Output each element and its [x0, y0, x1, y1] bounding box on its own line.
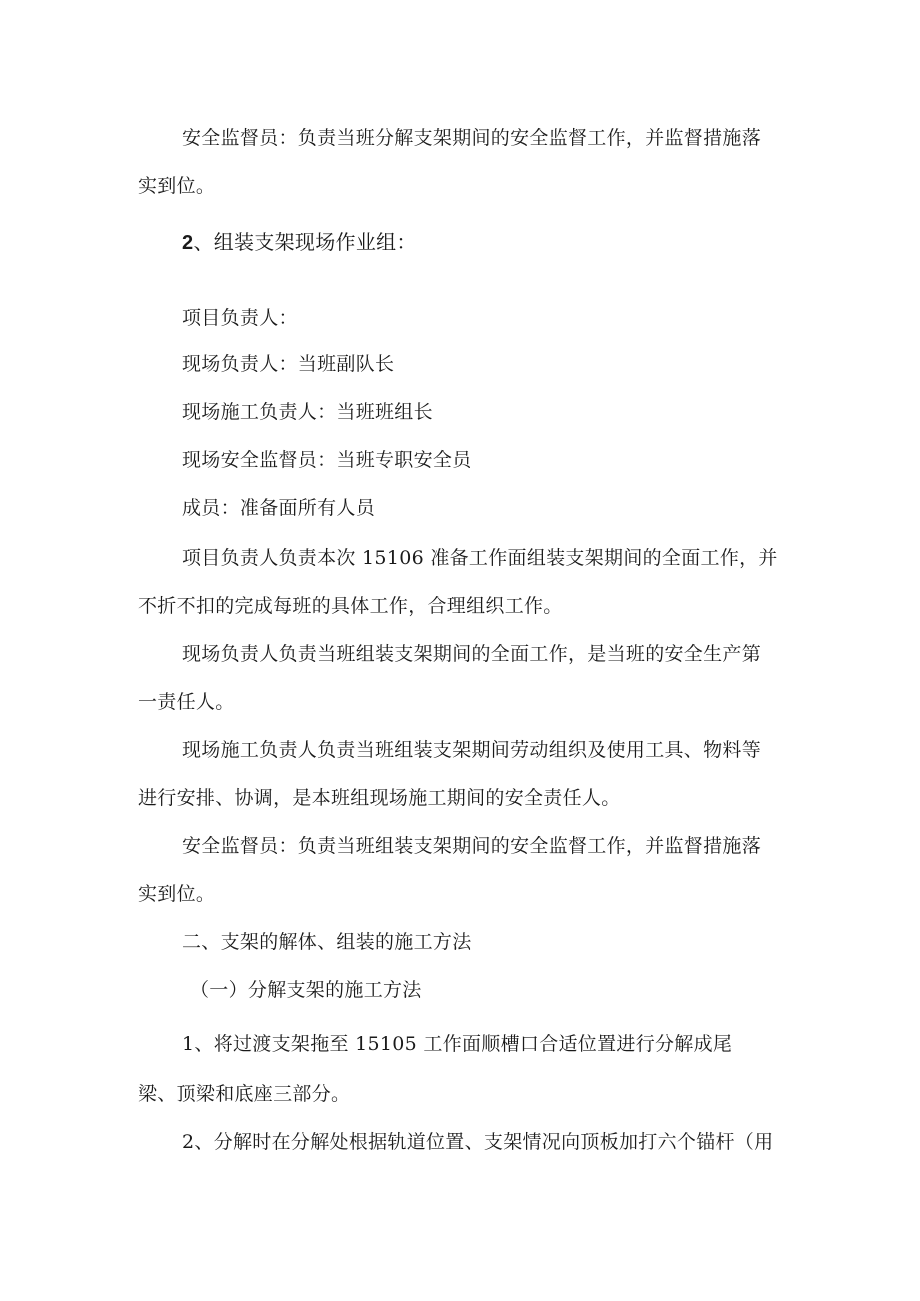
paragraph-site-leader: 现场负责人：当班副队长: [182, 353, 395, 375]
paragraph-project-leader-duty-line2: 不折不扣的完成每班的具体工作，合理组织工作。: [138, 595, 563, 617]
section-heading-construction-method: 二、支架的解体、组装的施工方法: [182, 931, 472, 953]
paragraph-project-leader: 项目负责人：: [182, 307, 298, 329]
heading-number: 2: [182, 232, 194, 254]
paragraph-site-leader-duty-line1: 现场负责人负责当班组装支架期间的全面工作，是当班的安全生产第: [182, 643, 762, 665]
paragraph-members: 成员：准备面所有人员: [182, 497, 376, 519]
heading-text: 、组装支架现场作业组：: [193, 230, 417, 254]
paragraph-safety-supervisor-assembly-line1: 安全监督员：负责当班组装支架期间的安全监督工作，并监督措施落: [182, 835, 762, 857]
paragraph-construction-leader-duty-line1: 现场施工负责人负责当班组装支架期间劳动组织及使用工具、物料等: [182, 739, 762, 761]
paragraph-project-leader-duty-line1: 项目负责人负责本次 15106 准备工作面组装支架期间的全面工作，并: [182, 547, 778, 569]
paragraph-site-leader-duty-line2: 一责任人。: [138, 691, 235, 713]
paragraph-construction-leader: 现场施工负责人：当班班组长: [182, 401, 433, 423]
paragraph-safety-supervisor-line2: 实到位。: [138, 175, 216, 197]
paragraph-site-safety-supervisor: 现场安全监督员：当班专职安全员: [182, 449, 472, 471]
paragraph-safety-supervisor-line1: 安全监督员：负责当班分解支架期间的安全监督工作，并监督措施落: [182, 127, 762, 149]
heading-assembly-team: [182, 230, 417, 255]
paragraph-construction-leader-duty-line2: 进行安排、协调，是本班组现场施工期间的安全责任人。: [138, 787, 621, 809]
paragraph-safety-supervisor-assembly-line2: 实到位。: [138, 883, 216, 905]
list-item-2-line1: 2、分解时在分解处根据轨道位置、支架情况向顶板加打六个锚杆（用: [182, 1131, 774, 1153]
list-item-1-line1: 1、将过渡支架拖至 15105 工作面顺槽口合适位置进行分解成尾: [182, 1033, 733, 1055]
subsection-heading-disassembly: （一）分解支架的施工方法: [190, 979, 422, 1001]
list-item-1-line2: 梁、顶梁和底座三部分。: [138, 1083, 351, 1105]
